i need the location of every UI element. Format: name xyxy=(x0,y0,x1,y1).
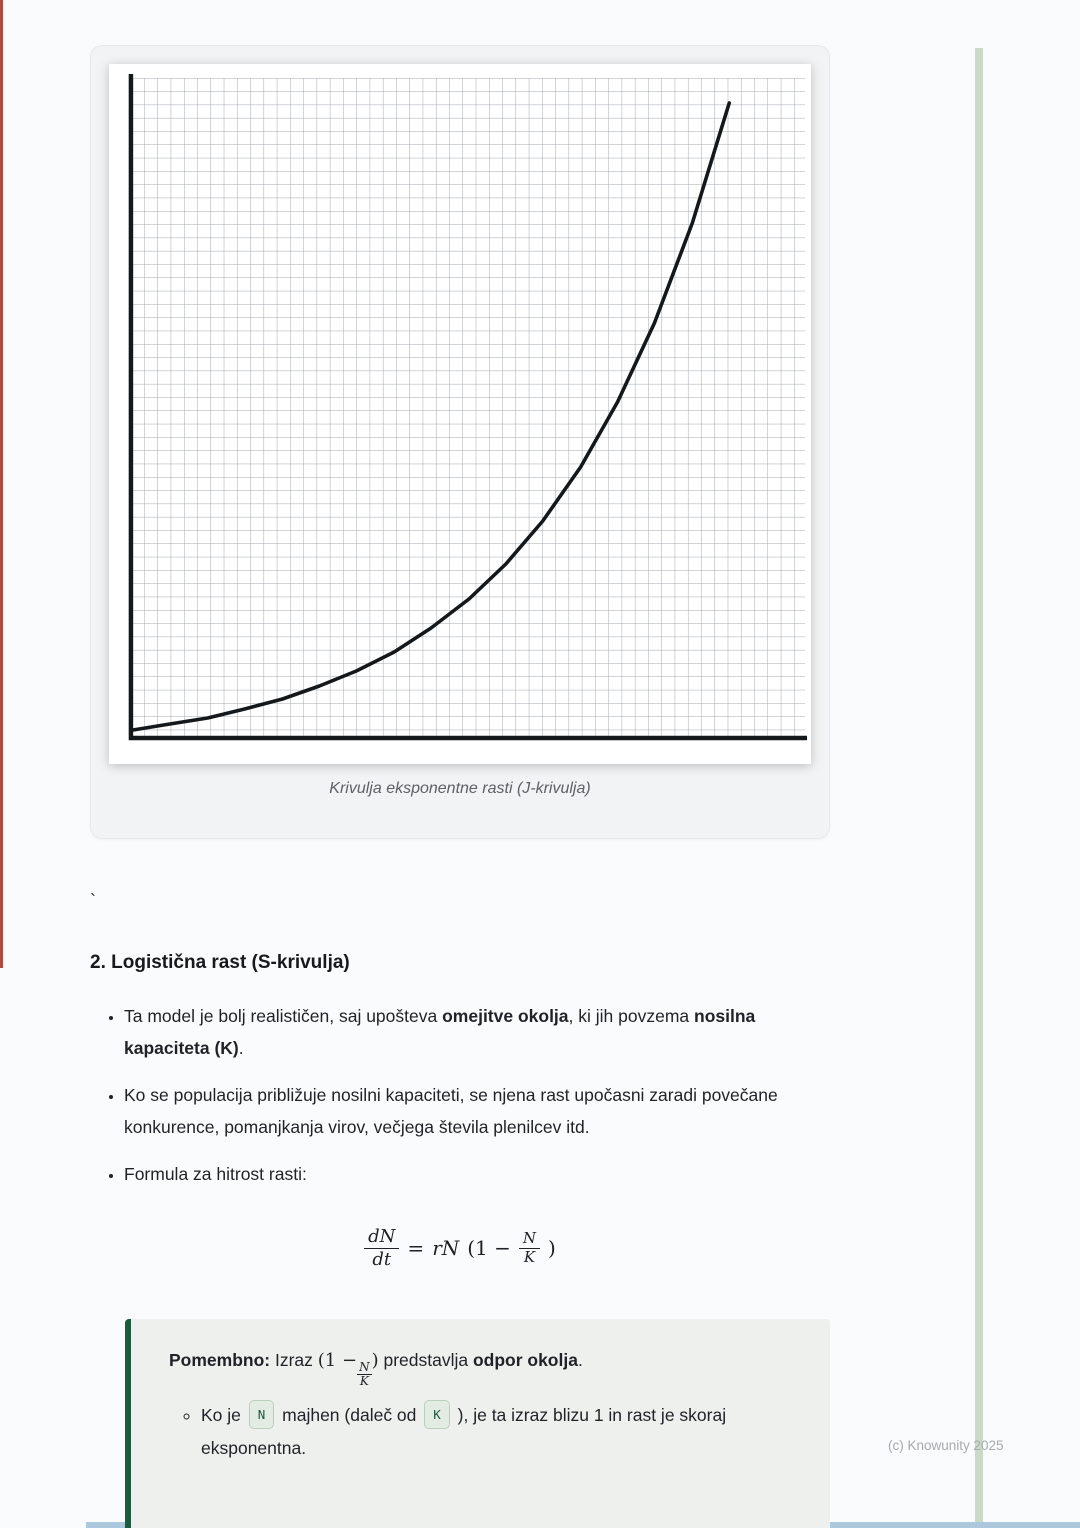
figure-caption: Krivulja eksponentne rasti (J-krivulja) xyxy=(329,780,591,797)
callout-label: Pomembno: xyxy=(169,1350,271,1371)
close-paren: ) xyxy=(371,1350,379,1372)
important-callout xyxy=(125,1319,830,1528)
text-run: , ki jih povzema xyxy=(568,1006,694,1026)
callout-sub-list xyxy=(169,1399,800,1464)
exponential-growth-graph xyxy=(109,64,811,764)
text-run: Ko je xyxy=(201,1405,246,1426)
equals-sign: = xyxy=(407,1236,425,1261)
list-item-capacity: • Ko se populacija približuje nosilni kapaciteti, se njena rast upočasni zaradi povečane konkurence, pomanjkanja virov, večjega števila plenilcev itd. xyxy=(124,1079,830,1144)
fraction-numerator: dN xyxy=(364,1226,399,1250)
dn-dt-fraction xyxy=(364,1226,399,1271)
fraction-denominator: K xyxy=(523,1248,536,1267)
list-item-model xyxy=(124,1000,830,1065)
list-item-formula: • Formula za hitrost rasti: xyxy=(124,1158,830,1190)
sub-list-item xyxy=(201,1399,800,1464)
content-column xyxy=(90,45,830,1528)
text-run: . xyxy=(238,1038,244,1059)
fraction-numerator: N xyxy=(359,1360,370,1375)
fraction-numerator: N xyxy=(519,1230,540,1249)
fraction-denominator: K xyxy=(359,1373,369,1388)
stray-backtick: ` xyxy=(90,891,96,911)
left-edge-line xyxy=(0,0,3,968)
open-paren: (1 − xyxy=(317,1350,358,1372)
right-side-stripe xyxy=(975,48,983,1528)
bold-text: odpor okolja xyxy=(472,1350,578,1371)
text-run: . xyxy=(577,1350,583,1371)
bold-text: omejitve okolja xyxy=(442,1006,569,1026)
inline-math xyxy=(317,1350,379,1388)
text-run: Ta model je bolj realističen, saj upošteva xyxy=(124,1006,443,1026)
code-chip-k: K xyxy=(424,1400,450,1429)
text-run: predstavlja xyxy=(378,1350,473,1371)
code-chip-n: N xyxy=(249,1400,275,1429)
bullet-list xyxy=(90,1000,830,1190)
open-paren: (1 − xyxy=(467,1236,511,1261)
figure-card xyxy=(90,45,830,839)
close-paren: ) xyxy=(548,1236,556,1261)
grid-paper xyxy=(131,78,805,738)
section-heading: 2. Logistična rast (S-krivulja) xyxy=(90,952,350,973)
bold-text: nosilna kapaciteta (K) xyxy=(124,1006,756,1059)
callout-paragraph xyxy=(169,1345,800,1387)
j-curve-chart xyxy=(109,64,811,764)
n-k-fraction xyxy=(519,1230,540,1267)
text-run: ), je ta izraz blizu 1 in rast je skoraj eksponentna. xyxy=(201,1405,727,1458)
fraction-denominator: dt xyxy=(372,1249,392,1271)
watermark: (c) Knowunity 2025 xyxy=(888,1438,1004,1453)
text-run: Izraz xyxy=(270,1350,318,1371)
text-run: majhen (daleč od xyxy=(277,1405,422,1426)
n-k-fraction xyxy=(357,1361,372,1387)
growth-rate-formula xyxy=(90,1226,830,1271)
coefficient-rn: rN xyxy=(432,1236,460,1261)
